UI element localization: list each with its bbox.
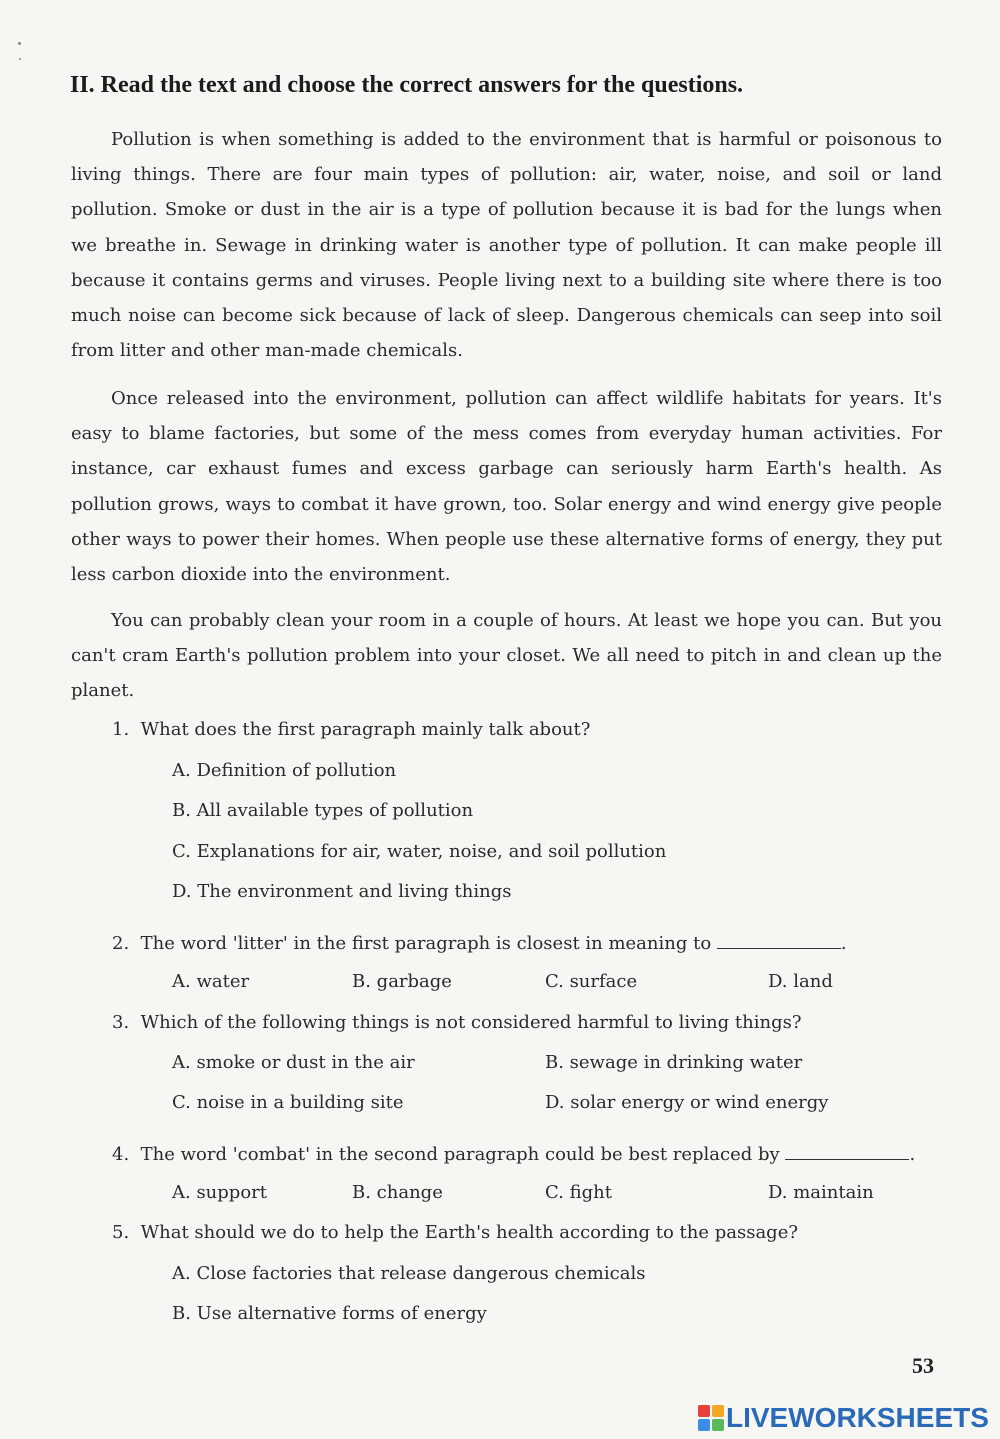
question-4-text: The word 'combat' in the second paragraph could be best replaced by	[140, 1144, 780, 1165]
question-5-text: What should we do to help the Earth's health according to the passage?	[140, 1222, 799, 1243]
answer-blank-4[interactable]	[785, 1141, 909, 1160]
question-3-text: Which of the following things is not considered harmful to living things?	[140, 1012, 802, 1033]
q5-option-a[interactable]: A. Close factories that release dangerous chemicals	[172, 1263, 646, 1284]
q2-option-a[interactable]: A. water	[172, 971, 250, 992]
passage-paragraph-3: You can probably clean your room in a couple of hours. At least we hope you can. But you can't cram Earth's pollution problem into your closet. We all need to pitch in and clean up the planet.	[71, 610, 942, 702]
q2-option-c[interactable]: C. surface	[545, 971, 638, 992]
section-heading: II. Read the text and choose the correct answers for the questions.	[70, 72, 744, 98]
q1-option-b[interactable]: B. All available types of pollution	[172, 800, 474, 821]
question-4: 4. The word 'combat' in the second paragraph could be best replaced by .	[112, 1141, 915, 1165]
q5-option-b[interactable]: B. Use alternative forms of energy	[172, 1303, 487, 1324]
q4-option-d[interactable]: D. maintain	[768, 1182, 874, 1203]
q1-option-c[interactable]: C. Explanations for air, water, noise, and soil pollution	[172, 841, 667, 862]
question-1: 1. What does the first paragraph mainly talk about?	[112, 719, 591, 740]
answer-blank-2[interactable]	[717, 930, 841, 949]
q3-option-c[interactable]: C. noise in a building site	[172, 1092, 404, 1113]
question-3: 3. Which of the following things is not considered harmful to living things?	[112, 1012, 802, 1033]
q4-option-c[interactable]: C. fight	[545, 1182, 612, 1203]
liveworksheets-logo-icon	[698, 1405, 724, 1431]
q2-option-b[interactable]: B. garbage	[352, 971, 452, 992]
page-number: 53	[912, 1353, 934, 1378]
q1-option-a[interactable]: A. Definition of pollution	[172, 760, 397, 781]
question-2: 2. The word 'litter' in the first paragraph is closest in meaning to .	[112, 930, 847, 954]
brand-name: LIVEWORKSHEETS	[726, 1402, 989, 1433]
question-5: 5. What should we do to help the Earth's health according to the passage?	[112, 1222, 799, 1243]
q4-option-a[interactable]: A. support	[172, 1182, 267, 1203]
q2-option-d[interactable]: D. land	[768, 971, 833, 992]
passage-paragraph-1: Pollution is when something is added to the environment that is harmful or poisonous to living things. There are four main types of pollution: air, water, noise, and soil or land pollution. Smoke or dust in the air is a type of pollution because it is bad for the lungs when we breathe in. Sewage in drinking water is another type of pollution. It can make people ill because it contains germs and viruses. People living next to a building site where there is too much noise can become sick because of lack of sleep. Dangerous chemicals can seep into soil from litter and other man-made chemicals.	[71, 129, 942, 362]
question-1-text: What does the first paragraph mainly talk about?	[140, 719, 591, 740]
liveworksheets-logo[interactable]	[698, 1403, 989, 1433]
scan-speck	[18, 42, 21, 45]
q3-option-a[interactable]: A. smoke or dust in the air	[172, 1052, 415, 1073]
q4-option-b[interactable]: B. change	[352, 1182, 443, 1203]
q3-option-d[interactable]: D. solar energy or wind energy	[545, 1092, 829, 1113]
passage-paragraph-2: Once released into the environment, pollution can affect wildlife habitats for years. It's easy to blame factories, but some of the mess comes from everyday human activities. For instance, car exhaust fumes and excess garbage can seriously harm Earth's health. As pollution grows, ways to combat it have grown, too. Solar energy and wind energy give people other ways to power their homes. When people use these alternative forms of energy, they put less carbon dioxide into the environment.	[71, 388, 942, 586]
question-2-text: The word 'litter' in the first paragraph is closest in meaning to	[140, 933, 712, 954]
q1-option-d[interactable]: D. The environment and living things	[172, 881, 512, 902]
scan-speck	[19, 58, 21, 60]
q3-option-b[interactable]: B. sewage in drinking water	[545, 1052, 803, 1073]
